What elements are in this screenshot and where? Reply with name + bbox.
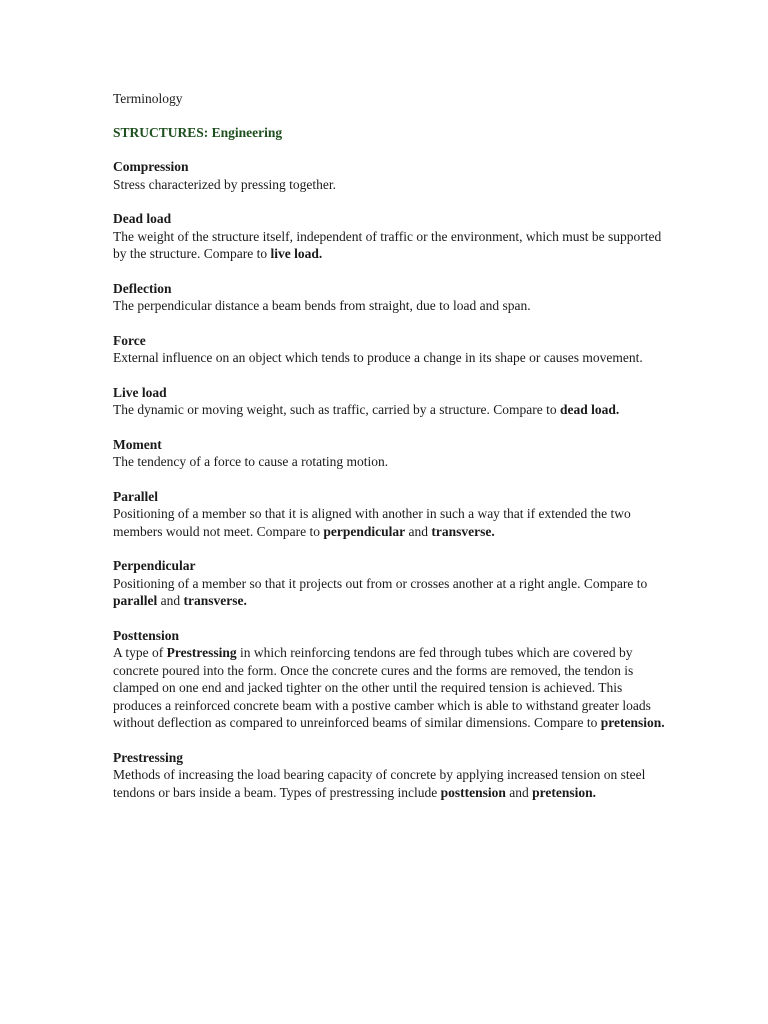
- cross-reference-term: Prestressing: [166, 645, 237, 660]
- glossary-term: Perpendicular: [113, 558, 196, 573]
- glossary-definition: [113, 575, 668, 610]
- definition-text: Methods of increasing the load bearing capacity of concrete by applying increased tension on steel tendons or bars inside a beam. Types of prestressing include: [113, 767, 646, 800]
- cross-reference-term: pretension.: [600, 715, 665, 730]
- glossary-definition: [113, 228, 668, 263]
- definition-text: and: [157, 593, 184, 608]
- glossary-entry: [113, 280, 668, 315]
- definition-text: Positioning of a member so that it is aligned with another in such a way that if extended the two members would not meet. Compare to: [113, 506, 631, 539]
- cross-reference-term: live load.: [270, 246, 323, 261]
- cross-reference-term: transverse.: [431, 523, 495, 539]
- glossary-definition: [113, 505, 668, 540]
- definition-text: Positioning of a member so that it projects out from or crosses another at a right angle. Compare to: [113, 575, 648, 591]
- glossary-entry: [113, 436, 668, 471]
- glossary-entry: [113, 158, 668, 193]
- glossary-definition: [113, 297, 668, 315]
- definition-text: The weight of the structure itself, independent of traffic or the environment, which must be supported by the structure. Compare to: [113, 228, 662, 261]
- definition-text: The perpendicular distance a beam bends from straight, due to load and span.: [113, 298, 531, 313]
- glossary-term: Dead load: [113, 211, 172, 226]
- glossary-term: Live load: [113, 384, 167, 400]
- definition-text: A type of: [113, 645, 167, 660]
- definition-text: in which reinforcing tendons are fed through tubes which are covered by concrete poured into the form. Once the concrete cures and the forms are removed, the tendon is clamped on one end and jacked tighter on the other until the required tension is achieved. This produces a reinforced concrete beam with a postive camber which is able to withstand greater loads without deflection as compared to unreinforced beams of similar dimensions. Compare to: [113, 645, 651, 730]
- definition-text: Stress characterized by pressing together.: [113, 176, 337, 192]
- glossary-definition: [113, 401, 668, 419]
- glossary-entry: [113, 384, 668, 419]
- glossary-term: Prestressing: [113, 749, 183, 765]
- definition-text: The dynamic or moving weight, such as traffic, carried by a structure. Compare to: [113, 402, 560, 417]
- glossary-definition: [113, 349, 668, 367]
- glossary-term: Compression: [113, 159, 189, 174]
- glossary-entry: [113, 749, 668, 802]
- glossary-entry: [113, 332, 668, 367]
- definition-text: The tendency of a force to cause a rotating motion.: [113, 454, 389, 469]
- cross-reference-term: posttension: [440, 784, 506, 800]
- glossary-term: Moment: [113, 436, 162, 452]
- glossary-term: Posttension: [113, 627, 180, 643]
- glossary-list: [113, 158, 668, 801]
- glossary-entry: [113, 488, 668, 541]
- glossary-entry: [113, 627, 668, 732]
- document-title: Terminology: [113, 91, 183, 106]
- glossary-definition: [113, 766, 668, 801]
- definition-text: External influence on an object which tends to produce a change in its shape or causes movement.: [113, 350, 643, 365]
- glossary-definition: [113, 176, 668, 194]
- cross-reference-term: dead load.: [559, 402, 620, 417]
- definition-text: and: [405, 523, 432, 539]
- glossary-entry: [113, 210, 668, 263]
- glossary-entry: [113, 557, 668, 610]
- glossary-term: Parallel: [113, 488, 158, 504]
- glossary-definition: [113, 453, 668, 471]
- glossary-term: Deflection: [113, 280, 172, 296]
- cross-reference-term: parallel: [113, 593, 158, 608]
- definition-text: and: [505, 784, 533, 800]
- cross-reference-term: perpendicular: [323, 523, 406, 539]
- glossary-term: Force: [113, 332, 146, 348]
- cross-reference-term: transverse.: [183, 593, 247, 608]
- glossary-definition: [113, 644, 668, 732]
- cross-reference-term: pretension.: [532, 784, 597, 800]
- section-heading: STRUCTURES: Engineering: [113, 124, 283, 140]
